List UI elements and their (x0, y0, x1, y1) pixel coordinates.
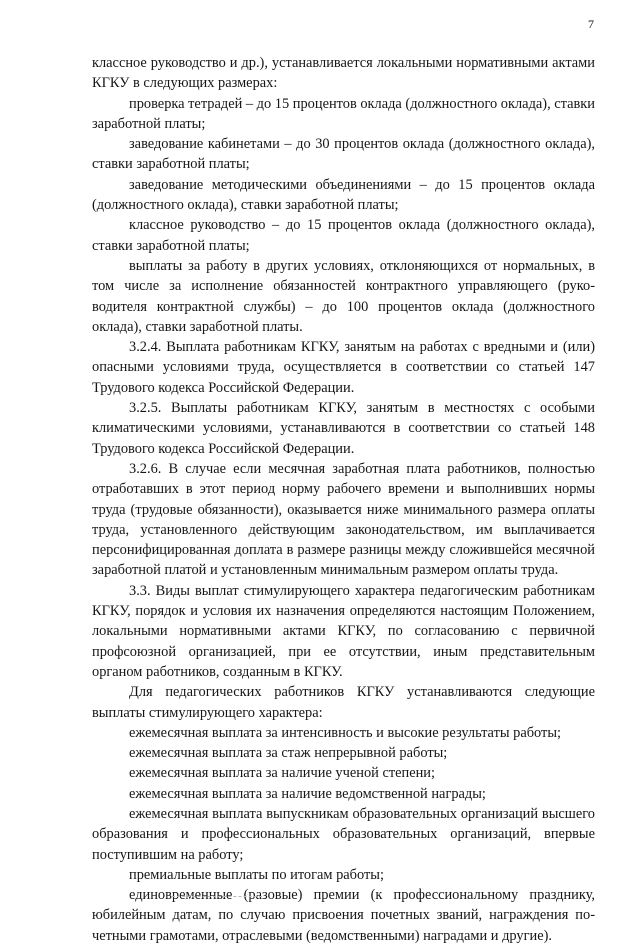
paragraph: 3.2.6. В случае если месячная заработная плата работников, полностью отработавших в этот период норму рабочего времени и выполнивших нормы труда (трудовые обязанности), оказывается ниже минимального размера оплаты труда, установленного действующим законодательством, им выплачивается персонифицированная доплата в размере разницы между сложившейся месячной заработной платой и установленным минимальным размером оплаты труда. (92, 460, 595, 579)
paragraph: проверка тетрадей – до 15 процентов оклада (должностного оклада), ставки заработной платы; (92, 95, 595, 132)
paragraph: 3.2.4. Выплата работникам КГКУ, занятым на работах с вредными и (или) опасными условиями труда, осуществляется в соответствии со статьей 147 Трудового кодекса Российской Федерации. (92, 339, 595, 396)
paragraph: ежемесячная выплата выпускникам образовательных организаций высшего образования и профессиональных образовательных организаций, впервые поступившим на работу; (92, 805, 595, 863)
paragraph: ежемесячная выплата за стаж непрерывной работы; (129, 745, 448, 762)
paragraph: заведование методическими объединениями – до 15 процентов оклада (должностного оклада), ставки заработной платы; (92, 176, 595, 214)
paragraph: заведование кабинетами – до 30 процентов оклада (должностного оклада), ставки заработной платы; (92, 136, 595, 173)
paragraph: ежемесячная выплата за наличие ученой степени; (129, 765, 435, 782)
paragraph: Для педагогических работников КГКУ устанавливаются следующие выплаты стимулирующего характера: (92, 684, 595, 721)
paragraph: ежемесячная выплата за наличие ведомственной награды; (129, 785, 486, 802)
paragraph: единовременные (разовые) премии (к профессиональному празднику, юбилейным датам, по случаю присвоения почетных званий, награждения почетными грамотами, отраслевыми (ведомственными) наградами и другие). (92, 887, 595, 944)
paragraph: классное руководство – до 15 процентов оклада (должностного оклада), ставки заработной платы; (92, 217, 595, 254)
paragraph: премиальные выплаты по итогам работы; (129, 866, 384, 883)
paragraph: ежемесячная выплата за интенсивность и высокие результаты работы; (129, 724, 561, 741)
paragraph: 3.3. Виды выплат стимулирующего характера педагогическим работникам КГКУ, порядок и условия их назначения определяются настоящим Положением, локальными нормативными актами КГКУ, по согласованию с первичной профсоюзной организацией, при ее отсутствии, иным представительным органом работников, созданным в КГКУ. (92, 582, 595, 680)
paragraph: классное руководство и др.), устанавливается локальными нормативными актами КГКУ в следующих размерах: (92, 55, 595, 92)
paragraph: выплаты за работу в других условиях, отклоняющихся от нормальных, в том числе за исполнение обязанностей контрактного управляющего (руководителя контрактной службы) – до 100 процентов оклада (должностного оклада), ставки заработной платы. (92, 257, 595, 335)
page-number: 7 (588, 17, 594, 31)
document-body (92, 53, 595, 946)
footer-rule (172, 896, 262, 897)
paragraph: 3.2.5. Выплаты работникам КГКУ, занятым в местностях с особыми климатическими условиями, устанавливаются в соответствии со статьей 148 Трудового кодекса Российской Федерации. (92, 400, 595, 457)
